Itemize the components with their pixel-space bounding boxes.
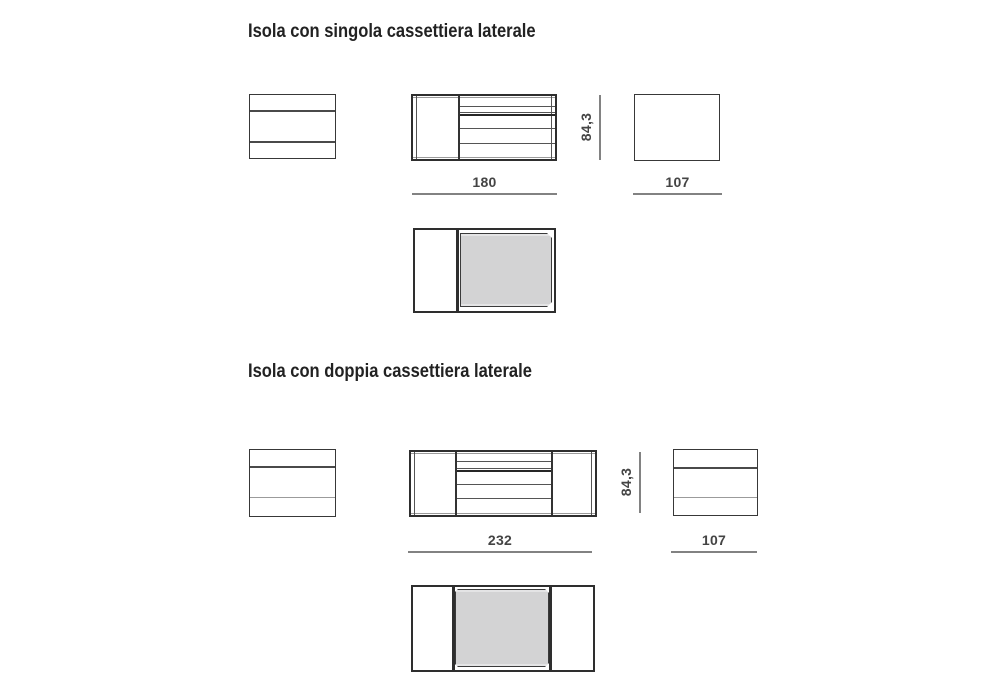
cassettiera-width-label: 107 xyxy=(701,532,727,548)
worktop-gray-area xyxy=(455,589,549,667)
drawer-line xyxy=(457,484,552,485)
drawer-line xyxy=(457,498,552,499)
height-dimension-line xyxy=(599,95,601,160)
side-panel-line xyxy=(591,452,592,515)
doppia-plan-view xyxy=(411,585,595,672)
plan-divider xyxy=(456,230,459,311)
doppia-side-elevation-left xyxy=(249,449,336,517)
panel-line xyxy=(674,467,757,469)
drawer-line xyxy=(457,461,552,462)
side-panel-line xyxy=(414,452,415,515)
panel-line xyxy=(250,497,335,498)
doppia-cassettiera-view xyxy=(673,449,758,516)
worktop-line xyxy=(460,114,556,116)
doppia-front-elevation xyxy=(409,450,597,517)
panel-line xyxy=(250,110,335,112)
panel-line xyxy=(250,141,335,143)
island-width-label: 180 xyxy=(472,174,497,190)
section-doppia-title: Isola con doppia cassettiera laterale xyxy=(248,361,532,382)
height-dimension-line xyxy=(639,452,641,513)
drawer-line xyxy=(457,468,552,469)
cassettiera-width-line xyxy=(671,551,757,553)
singola-plan-view xyxy=(413,228,556,313)
drawer-line xyxy=(460,106,556,107)
height-dimension-label: 84,3 xyxy=(618,467,634,497)
island-drawer-divider xyxy=(551,452,553,515)
height-dimension-label: 84,3 xyxy=(578,112,594,142)
drawer-line xyxy=(460,112,556,113)
panel-line xyxy=(250,466,335,468)
drawer-stack xyxy=(460,96,556,159)
singola-cassettiera-view xyxy=(634,94,720,161)
cassettiera-width-line xyxy=(633,193,722,195)
singola-front-elevation xyxy=(411,94,557,161)
section-singola-title: Isola con singola cassettiera laterale xyxy=(248,21,536,42)
panel-line xyxy=(674,497,757,498)
drawer-stack xyxy=(457,452,552,515)
island-width-line xyxy=(408,551,592,553)
cassettiera-width-label: 107 xyxy=(665,174,690,190)
drawer-line xyxy=(460,128,556,129)
plan-divider xyxy=(549,587,552,670)
plan-divider xyxy=(452,587,455,670)
singola-side-elevation xyxy=(249,94,336,159)
drawer-line xyxy=(460,143,556,144)
island-width-line xyxy=(412,193,557,195)
island-width-label: 232 xyxy=(487,532,513,548)
worktop-line xyxy=(457,470,552,472)
worktop-gray-area xyxy=(460,233,552,307)
side-panel-line xyxy=(416,96,417,159)
